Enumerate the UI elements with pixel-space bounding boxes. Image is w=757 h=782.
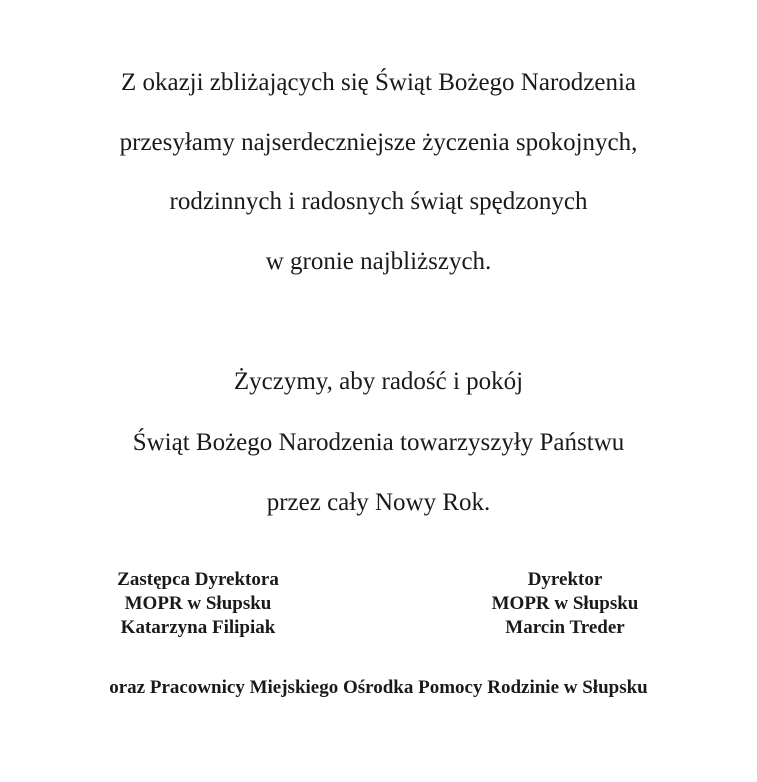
- greeting-line: w gronie najbliższych.: [265, 248, 492, 275]
- greeting-line: Świąt Bożego Narodzenia towarzyszyły Państwu: [132, 429, 625, 456]
- signature-title: Dyrektor: [527, 569, 603, 590]
- signature-right: [425, 568, 705, 640]
- signature-name: Marcin Treder: [505, 617, 625, 638]
- greeting-line: Życzymy, aby radość i pokój: [233, 368, 524, 395]
- signature-organization: MOPR w Słupsku: [124, 593, 272, 614]
- signature-organization: MOPR w Słupsku: [491, 593, 639, 614]
- greeting-line: Z okazji zbliżających się Świąt Bożego Narodzenia: [120, 69, 637, 96]
- greeting-line: rodzinnych i radosnych świąt spędzonych: [169, 188, 588, 215]
- signature-title: Zastępca Dyrektora: [117, 569, 279, 590]
- footer-staff-line: oraz Pracownicy Miejskiego Ośrodka Pomocy Rodzinie w Słupsku: [109, 677, 648, 698]
- signature-left: [58, 568, 338, 640]
- signature-name: Katarzyna Filipiak: [120, 617, 276, 638]
- greeting-line: przesyłamy najserdeczniejsze życzenia spokojnych,: [119, 129, 638, 156]
- greeting-line: przez cały Nowy Rok.: [266, 489, 491, 516]
